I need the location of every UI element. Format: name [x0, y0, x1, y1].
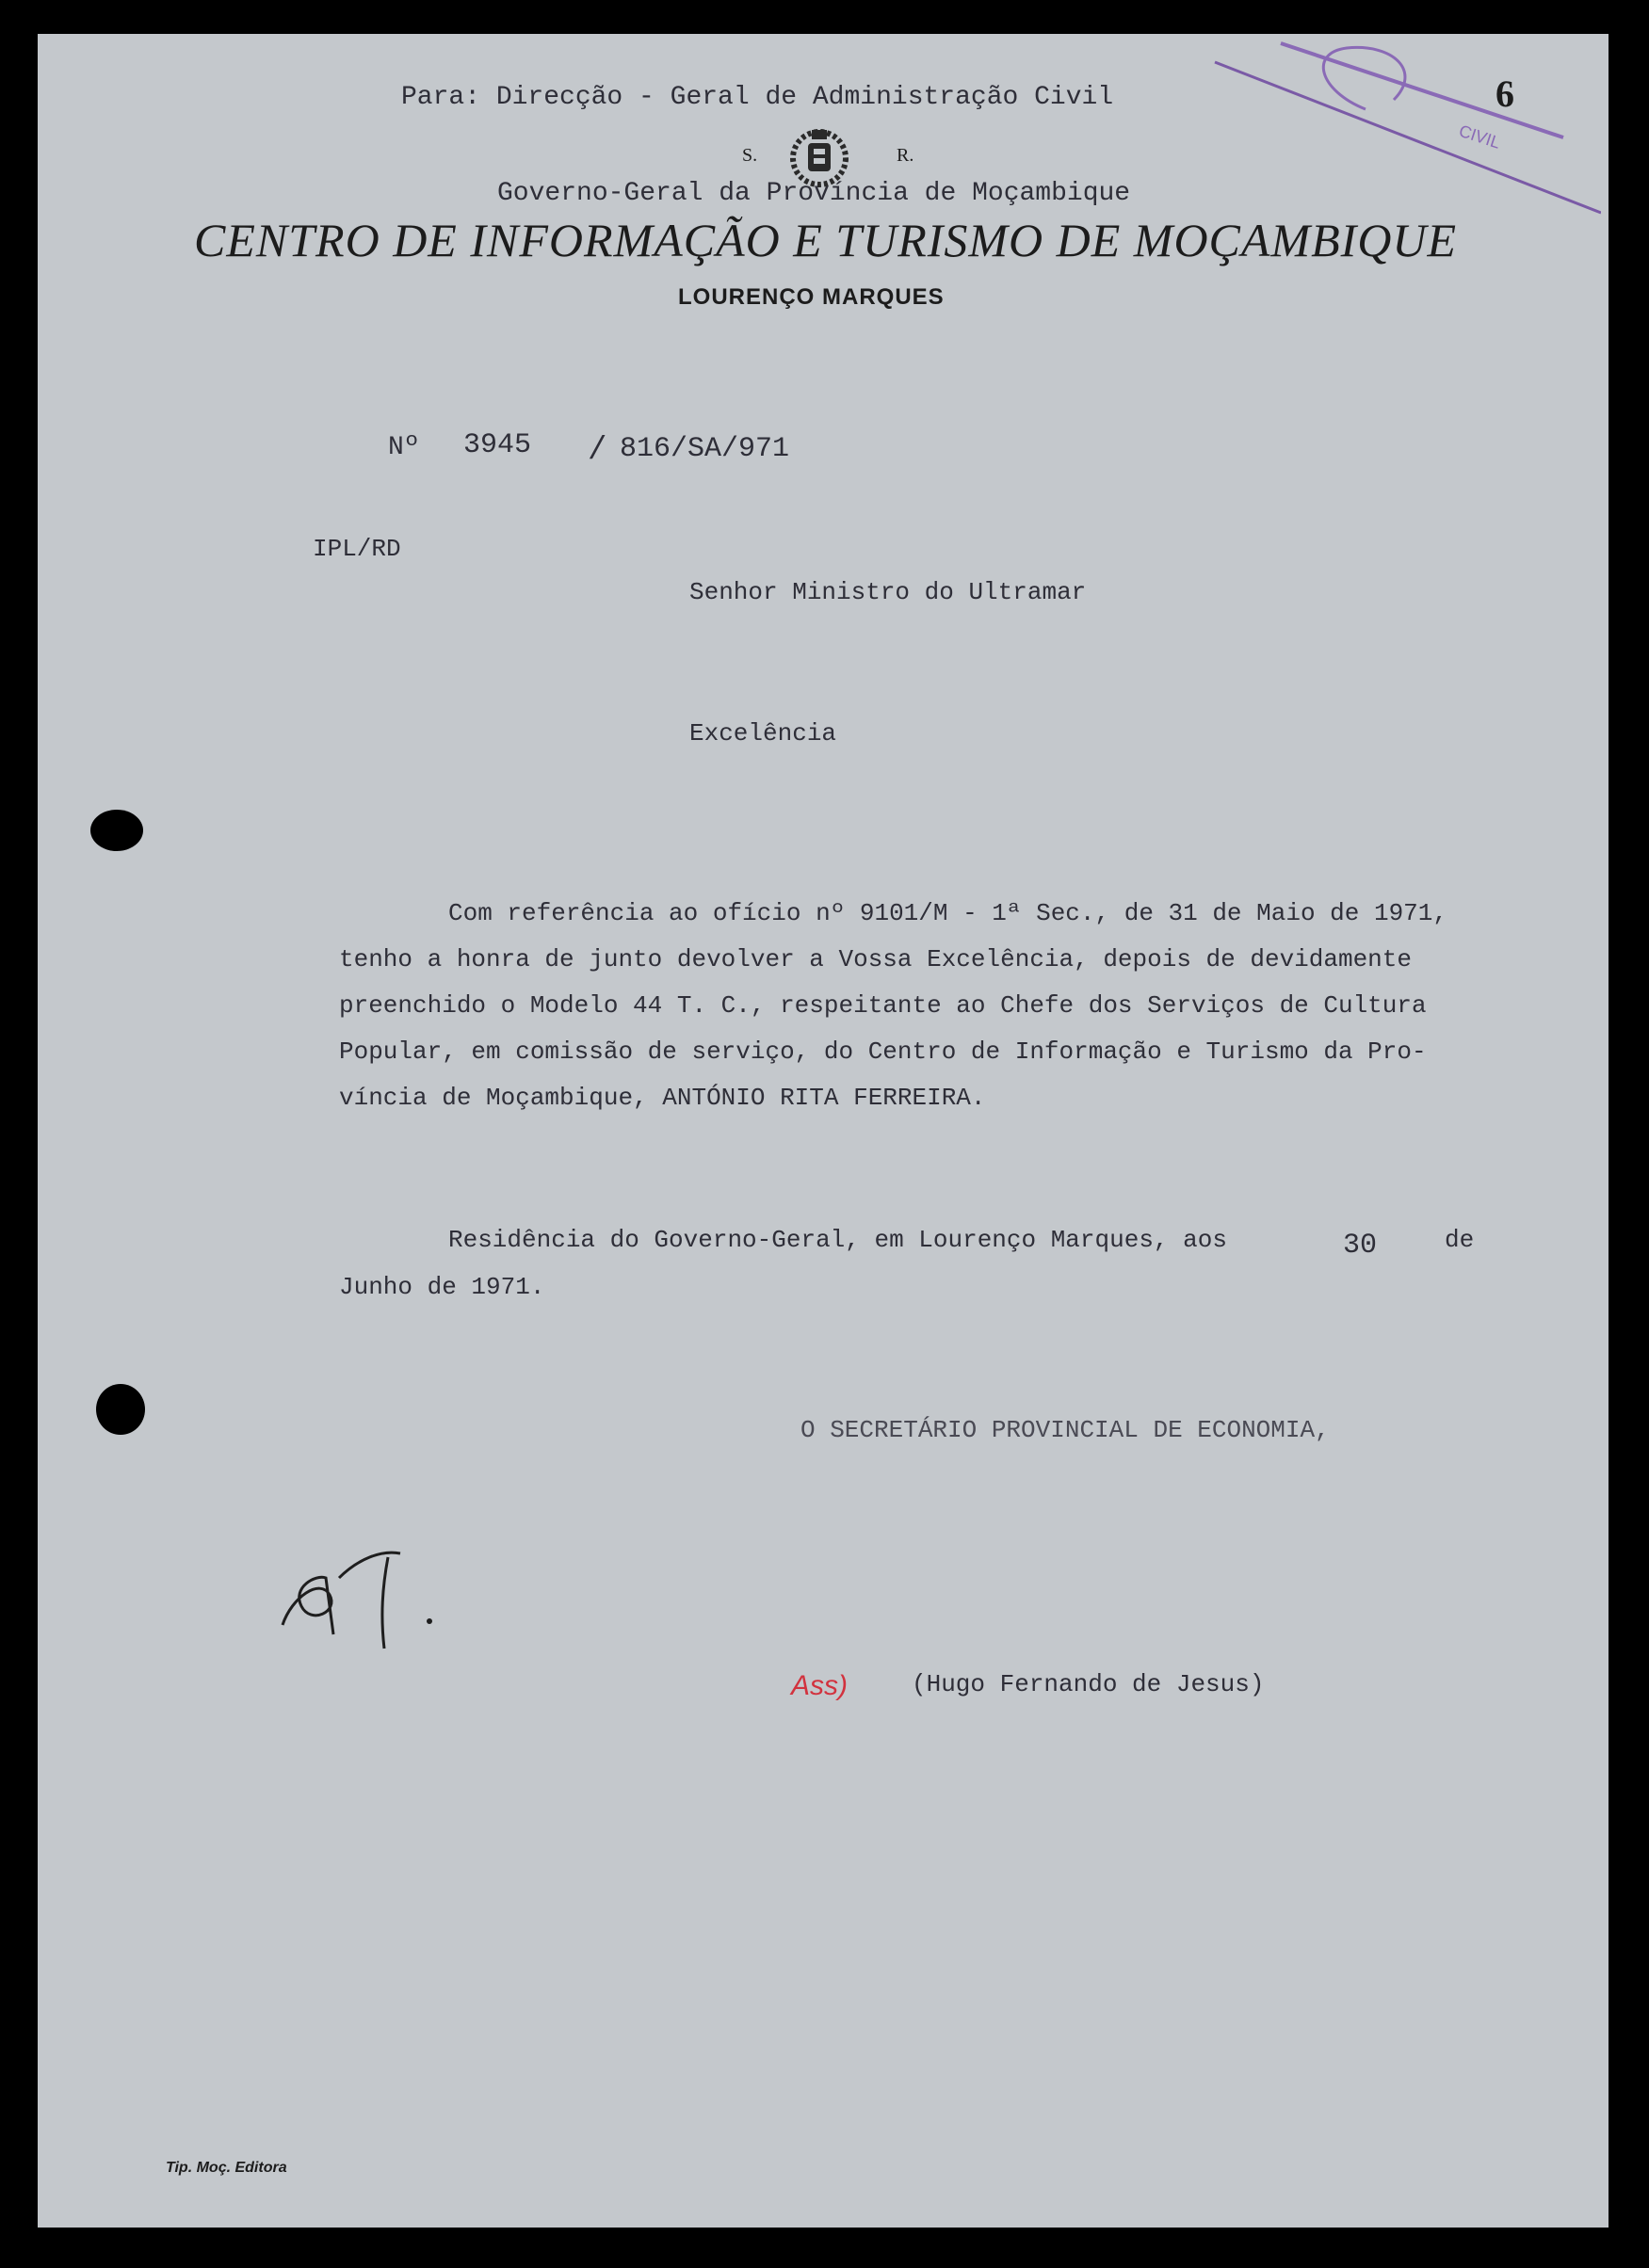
body-line: Popular, em comissão de serviço, do Centro de Informação e Turismo da Pro-: [339, 1037, 1427, 1066]
body-line: preenchido o Modelo 44 T. C., respeitante ao Chefe dos Serviços de Cultura: [339, 991, 1427, 1020]
stamp-text: CIVIL: [1456, 121, 1503, 153]
signatory-name: (Hugo Fernando de Jesus): [912, 1670, 1265, 1698]
document-page: [38, 34, 1609, 2228]
government-line: Governo-Geral da Província de Moçambique: [497, 179, 1131, 208]
body-paragraph: [339, 891, 1447, 1121]
body-line: víncia de Moçambique, ANTÓNIO RITA FERREIRA.: [339, 1084, 986, 1112]
closing-de: de: [1445, 1226, 1475, 1254]
signatory-title: O SECRETÁRIO PROVINCIAL DE ECONOMIA,: [800, 1416, 1330, 1444]
emblem-right-letter: R.: [897, 145, 914, 166]
page-number: 6: [1495, 72, 1514, 115]
punch-hole-top: [90, 810, 143, 851]
salutation: Excelência: [689, 719, 837, 748]
number-label: Nº: [388, 433, 420, 462]
para-line: Para: Direcção - Geral de Administração Civil: [401, 83, 1114, 112]
body-line: Com referência ao ofício nº 9101/M - 1ª Sec., de 31 de Maio de 1971,: [448, 899, 1447, 927]
purple-stamp: [1205, 34, 1601, 222]
initials: IPL/RD: [313, 535, 401, 563]
reference-number: 3945: [463, 429, 532, 461]
document-title: CENTRO DE INFORMAÇÃO E TURISMO DE MOÇAMBIQUE: [194, 214, 1458, 266]
closing-line: Residência do Governo-Geral, em Lourenço Marques, aos: [448, 1226, 1227, 1254]
closing-date: Junho de 1971.: [339, 1273, 545, 1301]
printer-imprint: Tip. Moç. Editora: [166, 2160, 287, 2176]
reference-slash: /: [588, 433, 607, 469]
body-line: tenho a honra de junto devolver a Vossa Excelência, depois de devidamente: [339, 945, 1412, 973]
emblem-left-letter: S.: [742, 145, 758, 166]
punch-hole-bottom: [96, 1384, 145, 1435]
addressee: Senhor Ministro do Ultramar: [689, 578, 1087, 606]
reference-suffix: 816/SA/971: [620, 433, 790, 465]
handwritten-initials: [264, 1521, 471, 1663]
closing-day: 30: [1343, 1230, 1378, 1262]
ass-mark: Ass): [791, 1670, 848, 1701]
city-line: LOURENÇO MARQUES: [678, 284, 945, 310]
